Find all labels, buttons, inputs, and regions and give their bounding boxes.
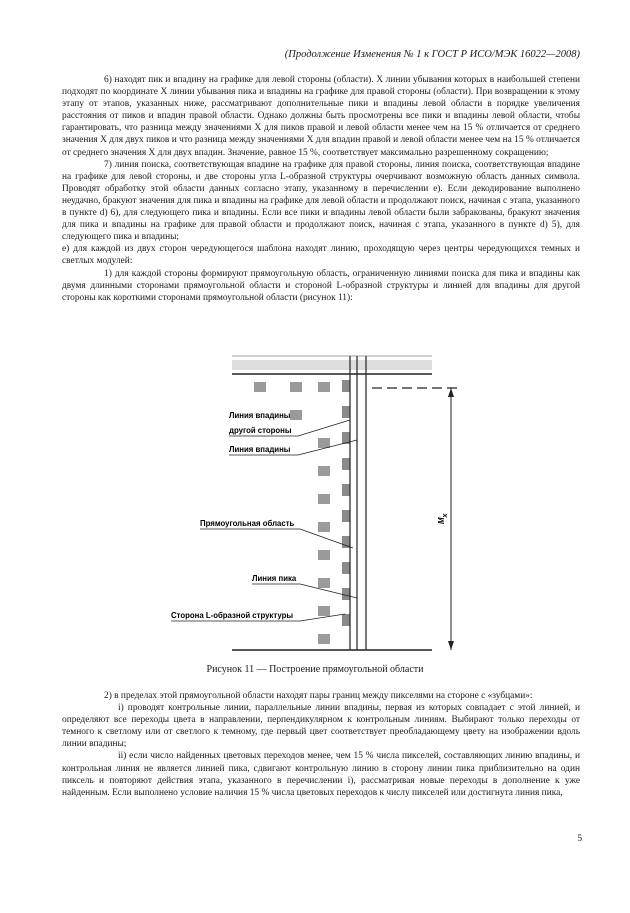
label-valley: Линия впадины [229,445,291,454]
label-valley-other-2: другой стороны [229,426,292,435]
module [342,562,350,574]
paragraph: i) проводят контрольные линии, параллельные линии впадины, первая из которых совпадает с этой линией, и определяют все переходы цвета в направлении, перпендикулярном к контрольным линиям. Выбирают только переходы от темного к светлому или от светлого к темному, где первый цвет соответствует преобладающему цвету на изображении вдоль линии впадины; [62,703,580,750]
l-structure-top-band [232,360,432,370]
right-pattern [342,380,350,626]
module [254,382,266,392]
module [342,406,350,418]
paragraph: 1) для каждой стороны формируют прямоугольную область, ограниченную линиями поиска для пика и впадины как двумя длинными сторонами прямоугольной области и стороной L-образной структуры и линией для впадины для другой стороны как короткими сторонами прямоугольной области (рисунок 11): [62,268,580,303]
module [318,438,330,448]
paragraph: 2) в пределах этой прямоугольной области находят пары границ между пикселями на стороне с «зубцами»: [104,691,533,701]
module [318,550,330,560]
module [342,510,350,522]
running-header: (Продолжение Изменения № 1 к ГОСТ Р ИСО/МЭК 16022—2008) [284,49,580,60]
module [318,466,330,476]
dim-label: Mx [437,513,449,524]
module [318,522,330,532]
module [342,458,350,470]
paragraph: ii) если число найденных цветовых переходов менее, чем 15 % числа пикселей, составляющих линию впадины, и контрольная линия не является линией пика, сдвигают контрольную линию в сторону линии пика приблизительно на один пиксель и повторяют действия этапа, указанного в перечислении i), рассматривая новые переходы в дополнение к уже найденным. Если выполнено условие наличия 15 % числа цветовых переходов к числу пикселей или достигнута линия пика, [62,751,580,798]
module [318,578,330,588]
paragraph: 7) линия поиска, соответствующая впадине на графике для правой стороны, линия поиска, соответствующая впадине на графике для левой стороны, и две стороны угла L-образной структуры очерчивают возможную область данных символа. Проводят обработку этой области данных согласно этапу, указанному в перечислении e). Если декодирование выполнено неудачно, бракуют значения для пика и впадины на графике для левой области и продолжают поиск, начиная с этапа, указанного в пункте d) 6), для следующего пика и впадины. Если все пики и впадины левой области были забракованы, бракуют значения для пика и впадины на графике для правой области и продолжают поиск, начиная с этапа, указанного в пункте d) 5), для следующего пика и впадины; [62,159,580,243]
dim-arrow-bottom [448,641,454,650]
dim-arrow-top [448,388,454,397]
label-rect: Прямоугольная область [200,519,295,528]
module [290,382,302,392]
module [318,634,330,644]
module [318,606,330,616]
paragraph: 6) находят пик и впадину на графике для левой стороны (области). X линии убывания которых в наибольшей степени подходят по координате X линии убывания пика и впадины на графике для правой стороны (области). При возвращении к этому этапу от этапов, указанных ниже, рассматривают дополнительные пики и впадины левой области в порядке увеличения расстояния от пиков и впадин правой области. Однако должны быть просмотрены все пики и впадины левой области, чтобы гарантировать, что разница между значениями X для пиков правой и левой области менее чем на 15 % отличается от среднего значения X для двух пиков и что разница между значениями X для впадин правой и левой области менее чем на 15 % отличается от среднего значения X для двух впадин. Значение, равное 15 %, соответствует максимально разрешенному сокращению; [62,75,580,158]
module [318,494,330,504]
label-lside: Сторона L-образной структуры [171,611,294,620]
module [318,382,330,392]
alternating-pattern [254,382,330,644]
module [342,484,350,496]
module [290,410,302,420]
module [342,614,350,626]
module [342,380,350,392]
label-valley-other: Линия впадины [229,411,291,420]
page-number: 5 [577,834,582,844]
figure-caption: Рисунок 11 — Построение прямоугольной области [206,664,424,675]
paragraph: e) для каждой из двух сторон чередующегося шаблона находят линию, проходящую через центры чередующихся темных и светлых модулей: [62,244,580,267]
body-text-bottom [62,690,580,799]
label-peak: Линия пика [252,574,297,583]
module [342,588,350,600]
